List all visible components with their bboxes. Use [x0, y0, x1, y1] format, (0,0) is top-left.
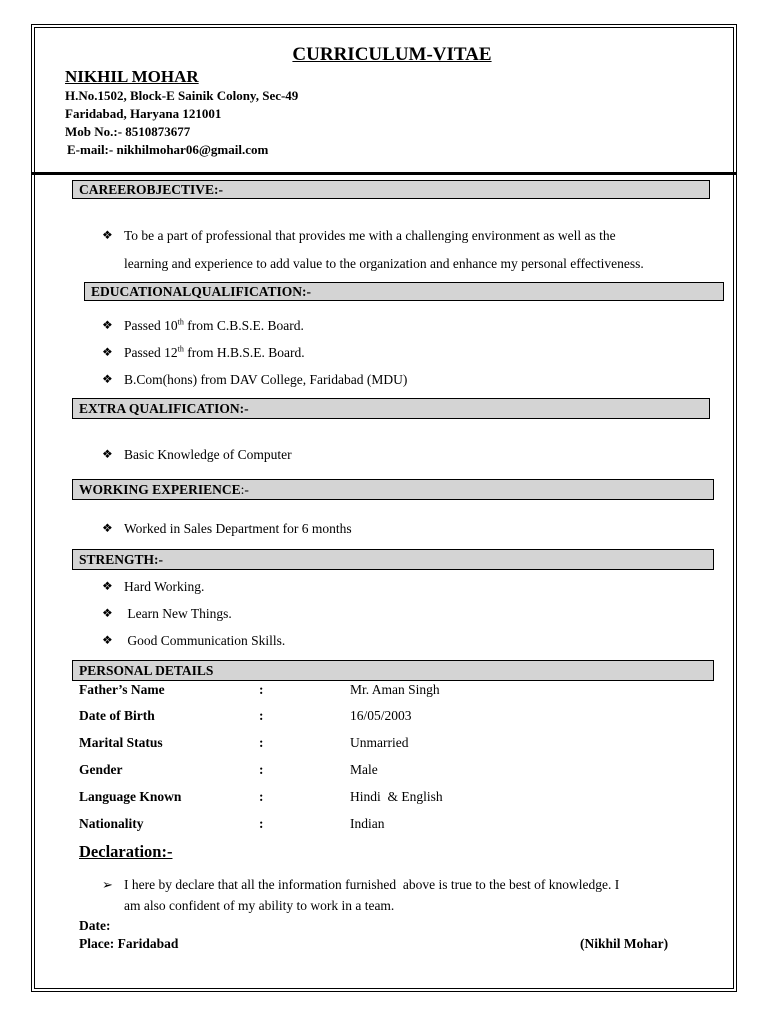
objective-text: learning and experience to add value to the organization and enhance my personal effectiveness.: [124, 256, 644, 271]
detail-colon: :: [259, 682, 264, 697]
detail-label: Nationality: [79, 816, 144, 831]
detail-value: Unmarried: [350, 735, 409, 750]
place-label: Place: Faridabad: [79, 936, 179, 951]
education-item: Passed 10th from C.B.S.E. Board.: [124, 317, 304, 333]
signature-name: (Nikhil Mohar): [580, 936, 669, 951]
section-working-experience: WORKING EXPERIENCE:-: [72, 479, 714, 500]
bullet-icon: ❖: [102, 447, 113, 461]
date-label: Date:: [79, 918, 111, 933]
detail-label: Language Known: [79, 789, 182, 804]
detail-value: Male: [350, 762, 378, 777]
detail-colon: :: [259, 816, 264, 831]
detail-colon: :: [259, 762, 264, 777]
section-strength: STRENGTH:-: [72, 549, 714, 570]
objective-text: To be a part of professional that provides me with a challenging environment as well as the: [124, 228, 616, 243]
bullet-icon: ❖: [102, 521, 113, 535]
detail-colon: :: [259, 735, 264, 750]
education-item: B.Com(hons) from DAV College, Faridabad (MDU): [124, 372, 408, 387]
section-career-objective: CAREEROBJECTIVE:-: [72, 180, 710, 199]
education-item: Passed 12th from H.B.S.E. Board.: [124, 344, 305, 360]
email-line: E-mail:- nikhilmohar06@gmail.com: [67, 142, 269, 157]
declaration-heading: Declaration:-: [79, 842, 173, 861]
header-divider: [31, 172, 737, 175]
document-title: CURRICULUM-VITAE: [292, 44, 492, 65]
arrow-icon: ➢: [102, 877, 113, 892]
section-education: EDUCATIONALQUALIFICATION:-: [84, 282, 724, 301]
detail-label: Date of Birth: [79, 708, 155, 723]
bullet-icon: ❖: [102, 579, 113, 593]
bullet-icon: ❖: [102, 318, 113, 332]
detail-value: Indian: [350, 816, 385, 831]
detail-label: Marital Status: [79, 735, 163, 750]
detail-value: Hindi & English: [350, 789, 443, 804]
phone-line: Mob No.:- 8510873677: [65, 124, 191, 139]
bullet-icon: ❖: [102, 606, 113, 620]
section-extra-qualification: EXTRA QUALIFICATION:-: [72, 398, 710, 419]
declaration-text: am also confident of my ability to work in a team.: [124, 898, 395, 913]
detail-label: Father’s Name: [79, 682, 165, 697]
bullet-icon: ❖: [102, 372, 113, 386]
candidate-name: NIKHIL MOHAR: [65, 67, 199, 86]
detail-value: 16/05/2003: [350, 708, 412, 723]
declaration-text: I here by declare that all the information furnished above is true to the best of knowledge. I: [124, 877, 620, 892]
strength-item: Hard Working.: [124, 579, 205, 594]
experience-item: Worked in Sales Department for 6 months: [124, 521, 352, 536]
detail-label: Gender: [79, 762, 123, 777]
detail-colon: :: [259, 708, 264, 723]
address-line: H.No.1502, Block-E Sainik Colony, Sec-49: [65, 88, 299, 103]
bullet-icon: ❖: [102, 345, 113, 359]
strength-item: Good Communication Skills.: [124, 633, 286, 648]
detail-value: Mr. Aman Singh: [350, 682, 440, 697]
detail-colon: :: [259, 789, 264, 804]
section-personal-details: PERSONAL DETAILS: [72, 660, 714, 681]
extra-qualification-item: Basic Knowledge of Computer: [124, 447, 292, 462]
bullet-icon: ❖: [102, 228, 113, 242]
address-line: Faridabad, Haryana 121001: [65, 106, 222, 121]
bullet-icon: ❖: [102, 633, 113, 647]
strength-item: Learn New Things.: [124, 606, 232, 621]
